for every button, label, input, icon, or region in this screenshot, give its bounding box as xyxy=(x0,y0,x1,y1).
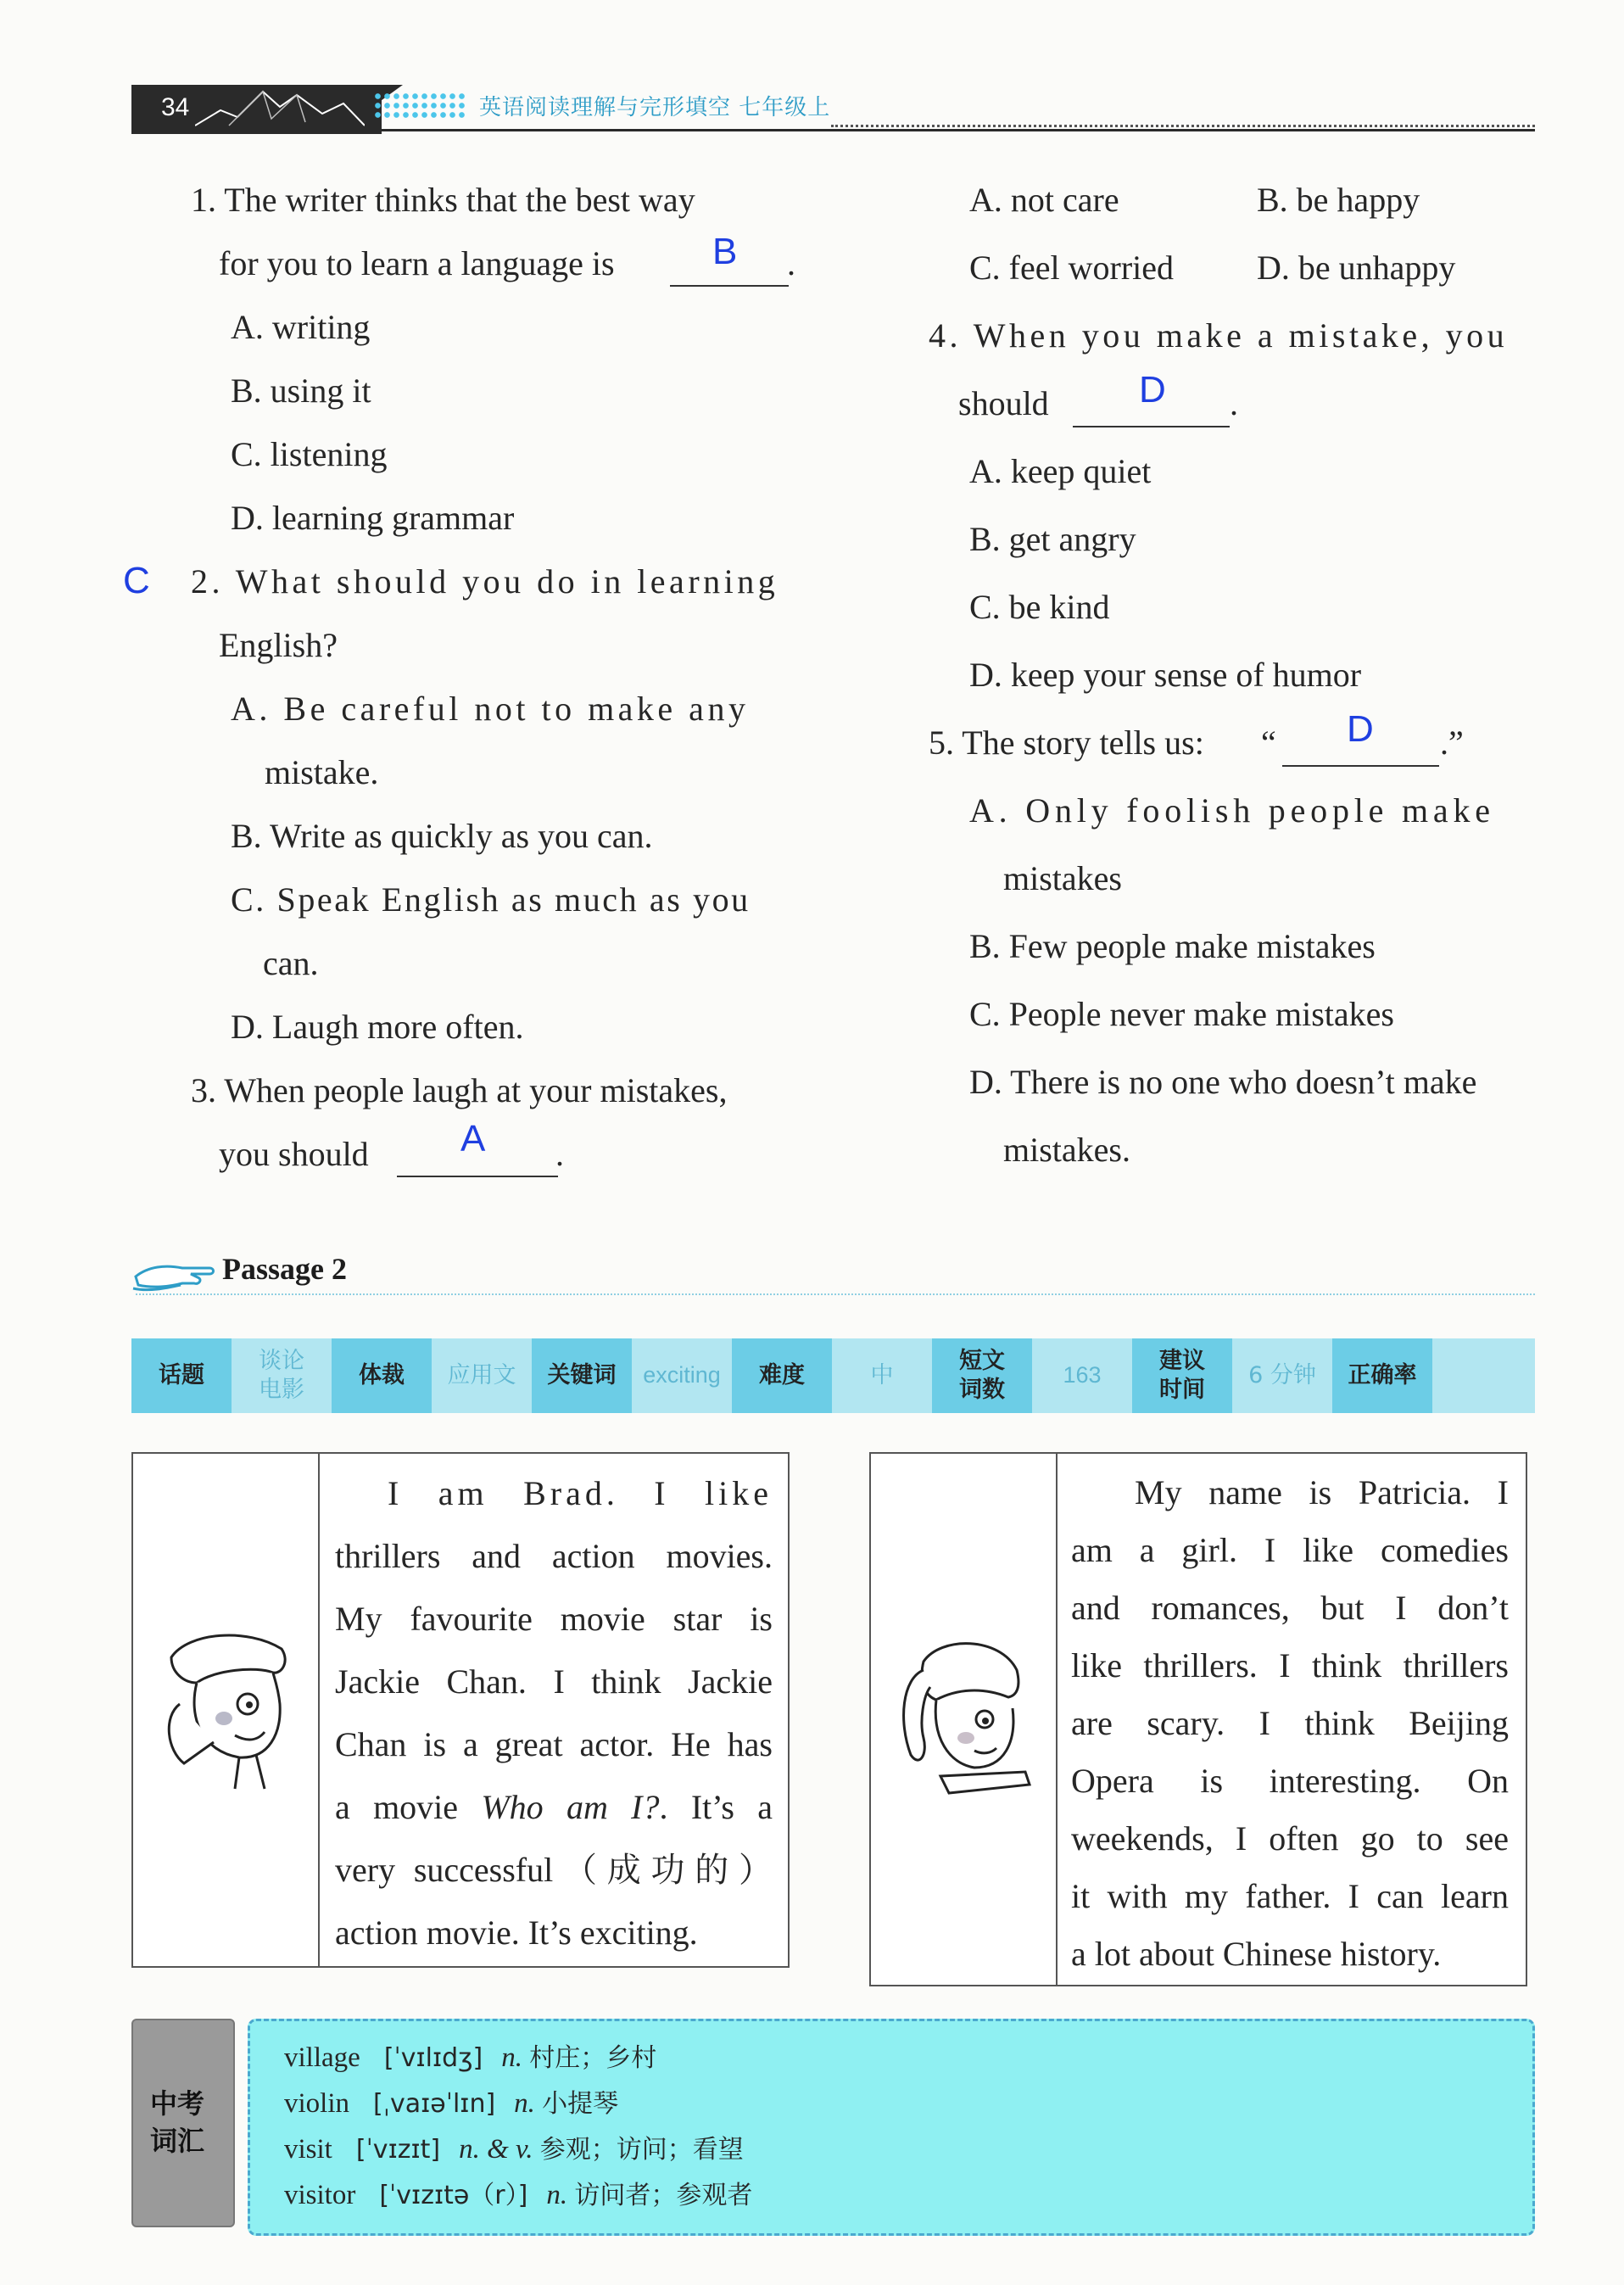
brad-divider xyxy=(318,1454,320,1966)
accuracy-label: 正确率 xyxy=(1332,1338,1432,1413)
q3-answer-blank[interactable] xyxy=(397,1174,558,1177)
passage-dotted-line xyxy=(136,1293,1535,1295)
difficulty-label: 难度 xyxy=(732,1338,832,1413)
vocab-meaning: 村庄；乡村 xyxy=(529,2043,657,2073)
q5-option-b: B. Few people make mistakes xyxy=(969,927,1376,965)
q2-option-a-line1: A. Be careful not to make any xyxy=(231,690,750,728)
q5-option-c: C. People never make mistakes xyxy=(969,995,1394,1033)
brad-line-1: I am Brad. I like xyxy=(388,1474,773,1512)
q1-stem-line1: 1. The writer thinks that the best way xyxy=(191,181,695,219)
passage-info-bar xyxy=(131,1338,1535,1413)
q1-answer-blank[interactable] xyxy=(670,283,789,287)
patricia-divider xyxy=(1056,1454,1058,1985)
brad-line-6 xyxy=(335,1776,773,1839)
vocab-word: village xyxy=(284,2042,360,2073)
q5-option-a-line2: mistakes xyxy=(1003,859,1122,897)
q3-stem-line1: 3. When people laugh at your mistakes, xyxy=(191,1071,728,1109)
patricia-line-1: My name is Patricia. I xyxy=(1135,1473,1509,1511)
q2-option-a-line2: mistake. xyxy=(265,753,379,791)
patricia-line-2: am a girl. I like comedies xyxy=(1071,1531,1509,1569)
q4-answer: D xyxy=(1139,369,1166,411)
patricia-line-8: it with my father. I can learn xyxy=(1071,1877,1509,1915)
vocab-item xyxy=(284,2082,618,2120)
q3-option-b: B. be happy xyxy=(1257,181,1420,219)
patricia-line-7: weekends, I often go to see xyxy=(1071,1819,1509,1858)
vocab-label-line1: 中考 xyxy=(150,2087,205,2120)
q4-option-a: A. keep quiet xyxy=(969,452,1152,490)
patricia-line-5: are scary. I think Beijing xyxy=(1071,1704,1509,1742)
q2-stem-line1: 2. What should you do in learning xyxy=(191,562,779,601)
q1-option-b: B. using it xyxy=(231,372,371,410)
vocab-word: violin xyxy=(284,2088,350,2119)
page-number: 34 xyxy=(161,93,190,121)
brad-text xyxy=(335,1462,773,1964)
movie-title: Who am I? xyxy=(481,1788,660,1826)
genre-label: 体裁 xyxy=(332,1338,432,1413)
q3-stem-line2: you should xyxy=(219,1135,369,1173)
q2-option-d: D. Laugh more often. xyxy=(231,1008,524,1046)
q4-option-d: D. keep your sense of humor xyxy=(969,656,1362,694)
topic-label: 话题 xyxy=(131,1338,232,1413)
q1-option-c: C. listening xyxy=(231,435,388,473)
vocab-box xyxy=(248,2019,1535,2236)
q4-option-c: C. be kind xyxy=(969,588,1110,626)
brad-line-7: very successful（成功的） xyxy=(335,1851,773,1889)
vocab-meaning: 小提琴 xyxy=(542,2089,619,2119)
q1-stem-line2: for you to learn a language is xyxy=(219,244,615,282)
genre-value: 应用文 xyxy=(447,1362,516,1389)
difficulty-value: 中 xyxy=(870,1362,894,1389)
vocab-item xyxy=(284,2036,656,2074)
q4-option-b: B. get angry xyxy=(969,520,1136,558)
q3-option-c: C. feel worried xyxy=(969,249,1175,287)
patricia-line-6: Opera is interesting. On xyxy=(1071,1762,1509,1800)
brad-line-2: thrillers and action movies. xyxy=(335,1537,773,1575)
vocab-meaning: 参观；访问；看望 xyxy=(539,2135,744,2165)
vocab-pos: n. & v. xyxy=(459,2134,533,2165)
vocab-word: visitor xyxy=(284,2180,356,2210)
brad-line-4: Jackie Chan. I think Jackie xyxy=(335,1662,773,1701)
q1-option-a: A. writing xyxy=(231,308,371,346)
q3-option-a: A. not care xyxy=(969,181,1119,219)
q5-option-d-line2: mistakes. xyxy=(1003,1131,1130,1169)
vocab-item xyxy=(284,2174,752,2211)
q5-option-a-line1: A. Only foolish people make xyxy=(969,791,1495,830)
brad-box xyxy=(131,1452,790,1968)
vocab-meaning: 访问者；参观者 xyxy=(574,2181,753,2210)
q2-option-c-line2: can. xyxy=(263,944,319,982)
header-dots xyxy=(373,92,466,120)
q1-period: . xyxy=(787,244,795,282)
time-value: 6 分钟 xyxy=(1248,1362,1316,1389)
patricia-girl-illustration xyxy=(890,1628,1042,1810)
vocab-phonetic: [ˈvɪzɪtə（r）] xyxy=(379,2181,528,2210)
keyword-label: 关键词 xyxy=(532,1338,632,1413)
vocab-phonetic: [ˌvaɪəˈlɪn] xyxy=(373,2089,496,2119)
vocab-pos: n. xyxy=(501,2042,522,2073)
time-label: 建议 时间 xyxy=(1132,1338,1232,1413)
vocab-label-box xyxy=(131,2019,235,2227)
vocab-pos: n. xyxy=(514,2088,535,2119)
q5-answer: D xyxy=(1347,708,1374,750)
vocab-pos: n. xyxy=(546,2180,568,2210)
q5-open-quote: “ xyxy=(1261,723,1276,762)
q5-close-quote: .” xyxy=(1440,723,1464,762)
q4-period: . xyxy=(1230,384,1238,422)
accuracy-value[interactable] xyxy=(1432,1338,1535,1413)
q1-answer: B xyxy=(712,231,738,272)
q3-option-d: D. be unhappy xyxy=(1257,249,1456,287)
q4-stem-line2: should xyxy=(958,384,1049,422)
patricia-text xyxy=(1071,1464,1509,1983)
patricia-line-9: a lot about Chinese history. xyxy=(1071,1935,1442,1973)
brad-line-6-end: . It’s a xyxy=(659,1788,773,1826)
q3-period: . xyxy=(555,1135,564,1173)
vocab-word: visit xyxy=(284,2134,332,2165)
word-count-value: 163 xyxy=(1063,1362,1102,1388)
q2-margin-answer: C xyxy=(123,560,150,601)
vocab-phonetic: [ˈvɪzɪt] xyxy=(355,2135,441,2165)
q2-stem-line2: English? xyxy=(219,626,338,664)
passage-title: Passage 2 xyxy=(222,1252,347,1286)
word-count-label: 短文 词数 xyxy=(932,1338,1032,1413)
q2-option-b: B. Write as quickly as you can. xyxy=(231,817,653,855)
q5-answer-blank[interactable] xyxy=(1282,763,1439,767)
brad-line-8: action movie. It’s exciting. xyxy=(335,1913,698,1952)
q5-option-d-line1: D. There is no one who doesn’t make xyxy=(969,1063,1477,1101)
q4-stem-line1: 4. When you make a mistake, you xyxy=(929,316,1509,355)
brad-boy-illustration xyxy=(154,1623,299,1793)
pointing-hand-icon xyxy=(131,1251,216,1293)
patricia-line-3: and romances, but I don’t xyxy=(1071,1589,1509,1627)
patricia-box xyxy=(869,1452,1527,1986)
brad-line-3: My favourite movie star is xyxy=(335,1600,773,1638)
keyword-value: exciting xyxy=(643,1362,721,1388)
header-dotted-line xyxy=(831,125,1535,127)
q5-stem: 5. The story tells us: xyxy=(929,723,1204,762)
q1-option-d: D. learning grammar xyxy=(231,499,515,537)
vocab-label-line2: 词汇 xyxy=(150,2125,205,2157)
vocab-item xyxy=(284,2128,744,2165)
vocab-phonetic: [ˈvɪlɪdʒ] xyxy=(383,2043,483,2073)
brad-line-5: Chan is a great actor. He has xyxy=(335,1725,773,1763)
header-title: 英语阅读理解与完形填空 七年级上 xyxy=(479,95,831,120)
q4-answer-blank[interactable] xyxy=(1073,424,1230,427)
patricia-line-4: like thrillers. I think thrillers xyxy=(1071,1646,1509,1684)
q2-option-c-line1: C. Speak English as much as you xyxy=(231,880,751,919)
mountain-icon xyxy=(195,85,365,129)
q3-answer: A xyxy=(460,1118,486,1159)
topic-value: 谈论 电影 xyxy=(259,1348,304,1403)
brad-line-6-text: a movie xyxy=(335,1788,459,1826)
header-rule xyxy=(136,129,1535,131)
